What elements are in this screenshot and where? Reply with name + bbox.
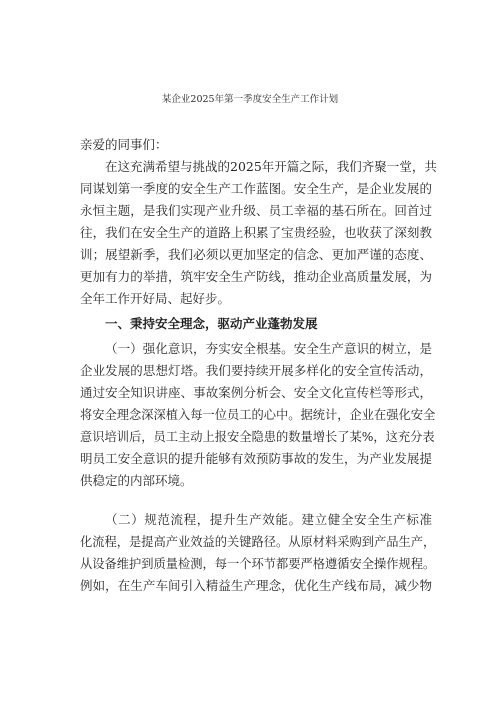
intro-line: 同谋划第一季度的安全生产工作蓝图。安全生产，是企业发展的 bbox=[80, 181, 432, 196]
subsection-line: 企业发展的思想灯塔。我们要持续开展多样化的安全宣传活动， bbox=[80, 363, 432, 378]
subsection-line: 化流程，是提高产业效益的关键路径。从原材料采购到产品生产， bbox=[80, 535, 436, 549]
subsection-line: （二）规范流程，提升生产效能。建立健全安全生产标准 bbox=[105, 512, 432, 527]
intro-line: 永恒主题，是我们实现产业升级、员工幸福的基石所在。回首过 bbox=[80, 203, 432, 218]
intro-line: 在这充满希望与挑战的2025年开篇之际，我们齐聚一堂，共 bbox=[105, 159, 437, 174]
intro-line: 训；展望新季，我们必须以更加坚定的信念、更加严谨的态度、 bbox=[80, 247, 432, 262]
subsection-line: 明员工安全意识的提升能够有效预防事故的发生，为产业发展提 bbox=[80, 451, 432, 466]
subsection-line: 意识培训后，员工主动上报安全隐患的数量增长了某%，这充分表 bbox=[80, 430, 435, 444]
subsection-line: 通过安全知识讲座、事故案例分析会、安全文化宣传栏等形式， bbox=[80, 385, 432, 400]
salutation: 亲爱的同事们： bbox=[80, 137, 168, 152]
subsection-line: 例如，在生产车间引入精益生产理念，优化生产线布局，减少物 bbox=[80, 578, 432, 593]
subsection-line: 将安全理念深深植入每一位员工的心中。据统计，企业在强化安全 bbox=[80, 408, 436, 422]
intro-line: 往，我们在安全生产的道路上积累了宝贵经验，也收获了深刻教 bbox=[80, 225, 432, 240]
subsection-line: （一）强化意识，夯实安全根基。安全生产意识的树立，是 bbox=[105, 341, 432, 356]
intro-line: 全年工作开好局、起好步。 bbox=[80, 291, 231, 306]
subsection-line: 供稳定的内部环境。 bbox=[80, 473, 193, 488]
document-title: 某企业2025年第一季度安全生产工作计划 bbox=[161, 94, 339, 105]
intro-line: 更加有力的举措，筑牢安全生产防线，推动企业高质量发展，为 bbox=[80, 269, 432, 284]
section-heading: 一、秉持安全理念，驱动产业蓬勃发展 bbox=[105, 316, 318, 331]
subsection-line: 从设备维护到质量检测，每一个环节都要严格遵循安全操作规程。 bbox=[80, 557, 436, 571]
